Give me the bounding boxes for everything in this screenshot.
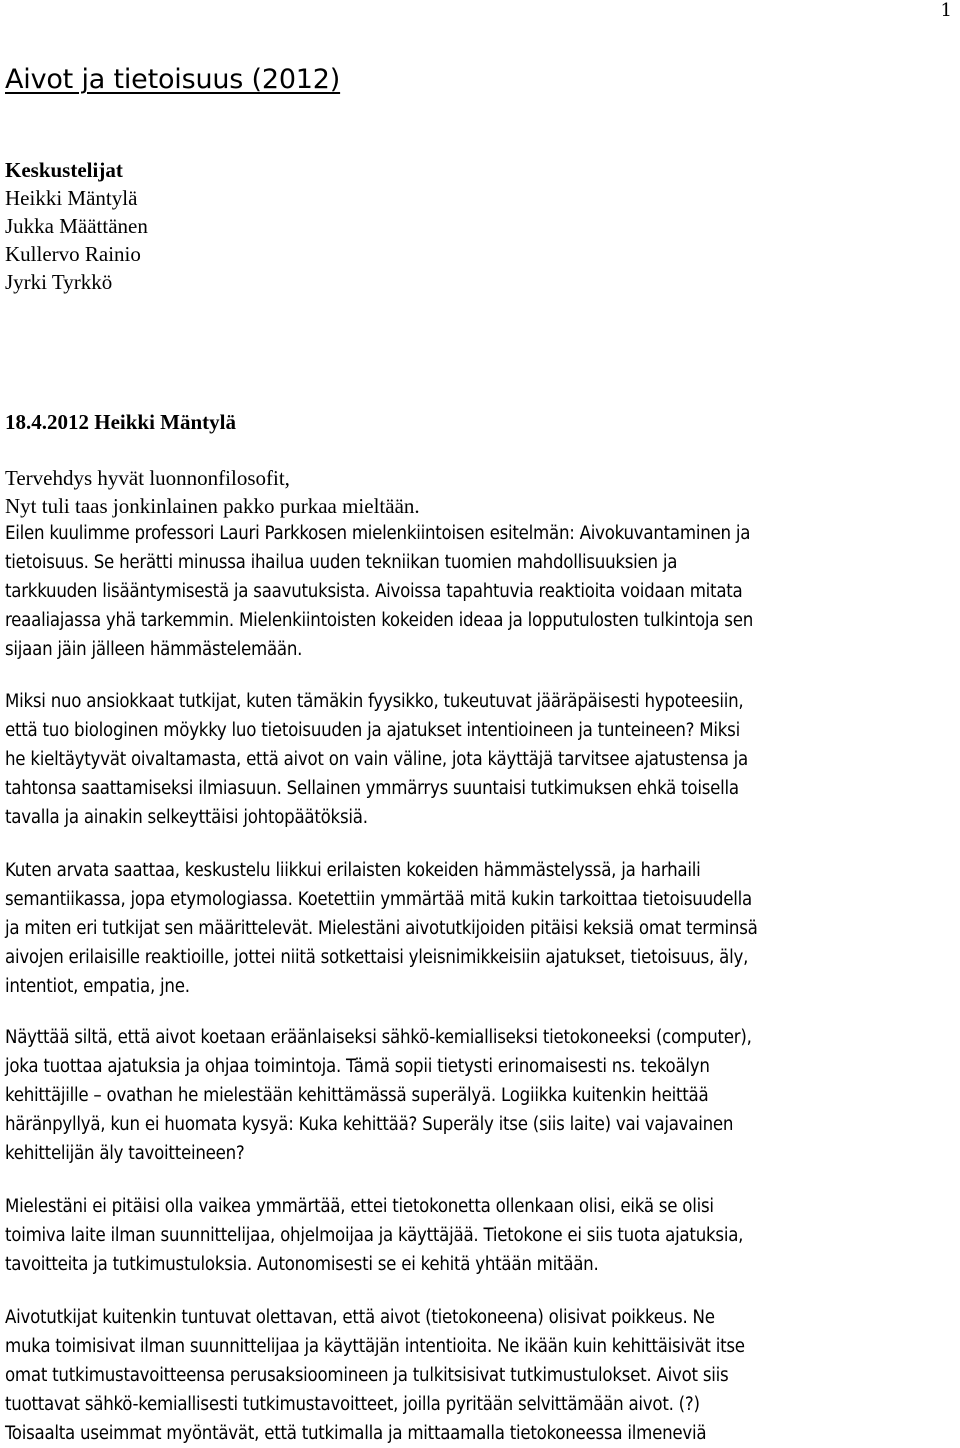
paragraph [5, 1023, 955, 1168]
paragraph-line: semantiikassa, jopa etymologiassa. Koetettiin ymmärtää mitä kukin tarkoittaa tietoisuudella [5, 889, 752, 910]
paragraph-line: tavoitteita ja tutkimustuloksia. Autonomisesti se ei kehitä yhtään mitään. [5, 1254, 599, 1275]
paragraph [5, 519, 955, 664]
paragraph-line: ja miten eri tutkijat sen määrittelevät. Mielestäni aivotutkijoiden pitäisi keksiä omat terminsä [5, 918, 758, 939]
paragraph-line: tuottavat sähkö-kemiallisesti tutkimustavoitteet, joilla pyritään selvittämään aivot. (?) [5, 1394, 700, 1415]
paragraph-line: tahtonsa saattamiseksi ilmiasuun. Sellainen ymmärrys suuntaisi tutkimuksen ehkä toisella [5, 778, 739, 799]
page-title: Aivot ja tietoisuus (2012) [5, 64, 341, 95]
paragraph-line: joka tuottaa ajatuksia ja ohjaa toimintoja. Tämä sopii tietysti erinomaisesti ns. tekoälyn [5, 1056, 710, 1077]
paragraph-line: kehittelijän äly tavoitteineen? [5, 1143, 245, 1164]
paragraph-line: että tuo biologinen möykky luo tietoisuuden ja ajatukset intentioineen ja tunteineen? Miksi [5, 720, 740, 741]
participants-list [5, 156, 148, 296]
paragraph-line: sijaan jäin jälleen hämmästelemään. [5, 639, 303, 660]
greeting-line: Nyt tuli taas jonkinlainen pakko purkaa mieltään. [5, 494, 420, 518]
paragraph-line: omat tutkimustavoitteensa perusaksioomineen ja tulkitsisivat tutkimustulokset. Aivot siis [5, 1365, 729, 1386]
page-number: 1 [940, 0, 952, 21]
paragraph-line: Näyttää siltä, että aivot koetaan eräänlaiseksi sähkö-kemialliseksi tietokoneeksi (computer), [5, 1027, 752, 1048]
paragraph-line: Kuten arvata saattaa, keskustelu liikkui erilaisten kokeiden hämmästelyssä, ja harhaili [5, 860, 701, 881]
paragraph-line: kehittäjille – ovathan he mielestään kehittämässä superälyä. Logiikka kuitenkin heittää [5, 1085, 709, 1106]
paragraph-line: Miksi nuo ansiokkaat tutkijat, kuten tämäkin fyysikko, tukeutuvat jääräpäisesti hypoteesiin, [5, 691, 744, 712]
paragraph-line: he kieltäytyvät oivaltamasta, että aivot on vain väline, jota käyttäjä tarvitsee ajatustensa ja [5, 749, 748, 770]
greeting-line: Tervehdys hyvät luonnonfilosofit, [5, 466, 290, 490]
participant-name: Kullervo Rainio [5, 242, 141, 266]
paragraph-line: tietoisuus. Se herätti minussa ihailua uuden tekniikan tuomien mahdollisuuksien ja [5, 552, 678, 573]
paragraph [5, 687, 955, 832]
paragraph-line: häränpyllyä, kun ei huomata kysyä: Kuka kehittää? Superäly itse (siis laite) vai vajavainen [5, 1114, 734, 1135]
paragraph-line: reaaliajassa yhä tarkemmin. Mielenkiintoisten kokeiden ideaa ja lopputulosten tulkintoja sen [5, 610, 754, 631]
paragraph-line: tarkkuuden lisääntymisestä ja saavutuksista. Aivoissa tapahtuvia reaktioita voidaan mitata [5, 581, 743, 602]
paragraph-line: Eilen kuulimme professori Lauri Parkkosen mielenkiintoisen esitelmän: Aivokuvantaminen ja [5, 523, 751, 544]
paragraph-line: intentiot, empatia, jne. [5, 976, 190, 997]
paragraph-line: aivojen erilaisille reaktioille, jottei niitä sotkettaisi yleisnimikkeisiin ajatukset, tietoisuus, äly, [5, 947, 749, 968]
paragraph [5, 856, 955, 1001]
participant-name: Jukka Määttänen [5, 214, 148, 238]
paragraph-line: toimiva laite ilman suunnittelijaa, ohjelmoijaa ja käyttäjää. Tietokone ei siis tuota ajatuksia, [5, 1225, 744, 1246]
paragraph-line: Aivotutkijat kuitenkin tuntuvat olettavan, että aivot (tietokoneena) olisivat poikkeus. Ne [5, 1307, 715, 1328]
entry-date-author: 18.4.2012 Heikki Mäntylä [5, 410, 237, 434]
paragraph-line: Toisaalta useimmat myöntävät, että tutkimalla ja mittaamalla tietokoneessa ilmeneviä [5, 1423, 707, 1444]
paragraph-line: muka toimisivat ilman suunnittelijaa ja käyttäjän intentioita. Ne ikään kuin kehittäisivät itse [5, 1336, 745, 1357]
paragraph-line: tavalla ja ainakin selkeyttäisi johtopäätöksiä. [5, 807, 368, 828]
participant-name: Heikki Mäntylä [5, 186, 138, 210]
paragraph-line: Mielestäni ei pitäisi olla vaikea ymmärtää, ettei tietokonetta ollenkaan olisi, eikä se olisi [5, 1196, 714, 1217]
participant-name: Jyrki Tyrkkö [5, 270, 113, 294]
entry-greeting [5, 464, 955, 520]
participants-heading: Keskustelijat [5, 158, 123, 182]
paragraph [5, 1303, 955, 1448]
paragraph [5, 1192, 955, 1279]
